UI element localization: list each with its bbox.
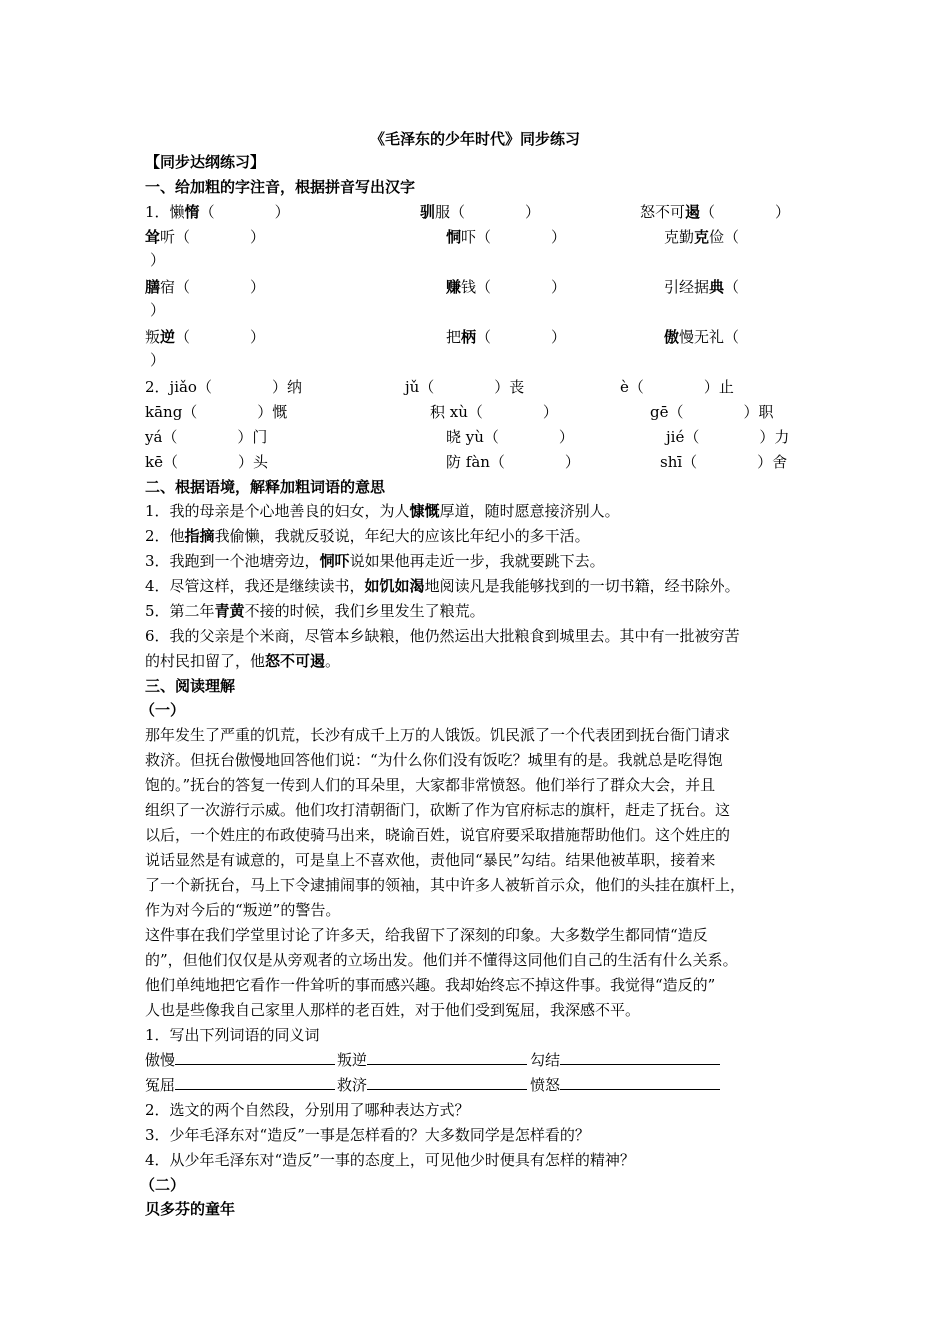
p1-r2-c3: 克勤克俭（ [664, 228, 740, 246]
question-3: 3．少年毛泽东对“造反”一事是怎样看的？大多数同学是怎样看的？ [145, 1126, 590, 1144]
section-label: 【同步达纲练习】 [145, 153, 266, 171]
synonym-jiuji: 救济 [337, 1075, 527, 1095]
pinyin-r3-c2: 晓 yù（ ） [446, 428, 574, 446]
p1-r2-close: ） [150, 251, 166, 269]
p1-r3-c1: 膳宿（ ） [145, 278, 266, 296]
passage1-line6: 说话显然是有诚意的，可是皇上不喜欢他，责他同“暴民”勾结。结果他被革职，接着来 [145, 851, 716, 869]
passage2-line1: 这件事在我们学堂里讨论了许多天，给我留下了深刻的印象。大多数学生都同情“造反 [145, 926, 708, 944]
p1-r2-c2: 恫吓（ ） [446, 228, 567, 246]
p2-item-1: 1．我的母亲是个心地善良的妇女，为人慷慨厚道，随时愿意接济别人。 [145, 502, 620, 520]
p1-r1-c1: 1．懒惰（ ） [145, 203, 290, 221]
pinyin-r3-c3: jié（ ）力 [666, 428, 790, 446]
p1-r4-close: ） [150, 351, 166, 369]
p1-r1-c2: 驯服（ ） [420, 203, 541, 221]
p1-r1-c3: 怒不可遏（ ） [640, 203, 791, 221]
pinyin-r4-c3: shī（ ）舍 [660, 453, 788, 471]
p2-item-2: 2．他指摘我偷懒，我就反驳说，年纪大的应该比年纪小的多干活。 [145, 527, 590, 545]
pinyin-r4-c1: kē（ ）头 [145, 453, 268, 471]
synonym-fennu: 愤怒 [530, 1075, 720, 1095]
pinyin-r1-c1: 2．jiǎo（ ）纳 [145, 378, 302, 396]
passage1-line3: 饱的。”抚台的答复一传到人们的耳朵里，大家都非常愤怒。他们举行了群众大会，并且 [145, 776, 716, 794]
document-title: 《毛泽东的少年时代》同步练习 [369, 130, 580, 148]
answer-blank[interactable] [367, 1075, 527, 1090]
p2-item-5: 5．第二年青黄不接的时候，我们乡里发生了粮荒。 [145, 602, 485, 620]
pinyin-r2-c2: 积 xù（ ） [430, 403, 558, 421]
answer-blank[interactable] [175, 1075, 335, 1090]
passage1-line8: 作为对今后的“叛逆”的警告。 [145, 901, 341, 919]
p2-item-4: 4．尽管这样，我还是继续读书，如饥如渴地阅读凡是我能够找到的一切书籍，经书除外。 [145, 577, 740, 595]
synonym-yuanqu: 冤屈 [145, 1075, 335, 1095]
synonym-aoman: 傲慢 [145, 1050, 335, 1070]
pinyin-r4-c2: 防 fàn（ ） [446, 453, 580, 471]
p1-r4-c3: 傲慢无礼（ [664, 328, 740, 346]
part2-heading: 二、根据语境，解释加粗词语的意思 [145, 478, 386, 496]
answer-blank[interactable] [560, 1050, 720, 1065]
synonym-goujie: 勾结 [530, 1050, 720, 1070]
pinyin-r1-c2: jǔ（ ）丧 [405, 378, 525, 396]
p1-r3-c2: 赚钱（ ） [446, 278, 567, 296]
answer-blank[interactable] [175, 1050, 335, 1065]
passage2-line4: 人也是些像我自己家里人那样的老百姓，对于他们受到冤屈，我深感不平。 [145, 1001, 641, 1019]
sub2-title: 贝多芬的童年 [145, 1200, 236, 1218]
part1-heading: 一、给加粗的字注音，根据拼音写出汉字 [145, 178, 416, 196]
p1-r3-c3: 引经据典（ [664, 278, 740, 296]
pinyin-r2-c3: gē（ ）职 [650, 403, 774, 421]
passage2-line2: 的”，但他们仅仅是从旁观者的立场出发。他们并不懂得这同他们自己的生活有什么关系。 [145, 951, 738, 969]
pinyin-r1-c3: è（ ）止 [620, 378, 734, 396]
passage1-line1: 那年发生了严重的饥荒，长沙有成千上万的人饿饭。饥民派了一个代表团到抚台衙门请求 [145, 726, 731, 744]
passage1-line5: 以后，一个姓庄的布政使骑马出来，晓谕百姓，说官府要采取措施帮助他们。这个姓庄的 [145, 826, 731, 844]
question-1: 1．写出下列词语的同义词 [145, 1026, 320, 1044]
p1-r4-c2: 把柄（ ） [446, 328, 567, 346]
answer-blank[interactable] [367, 1050, 527, 1065]
p2-item-6-line1: 6．我的父亲是个米商，尽管本乡缺粮，他仍然运出大批粮食到城里去。其中有一批被穷苦 [145, 627, 740, 645]
passage1-line2: 救济。但抚台傲慢地回答他们说：“为什么你们没有饭吃？城里有的是。我就总是吃得饱 [145, 751, 723, 769]
p2-item-6-line2: 的村民扣留了，他怒不可遏。 [145, 652, 341, 670]
p1-r2-c1: 耸听（ ） [145, 228, 266, 246]
passage1-line4: 组织了一次游行示威。他们攻打清朝衙门，砍断了作为官府标志的旗杆，赶走了抚台。这 [145, 801, 731, 819]
pinyin-r2-c1: kāng（ ）慨 [145, 403, 288, 421]
part3-sub1: （一） [140, 701, 186, 719]
p1-r4-c1: 叛逆（ ） [145, 328, 266, 346]
p2-item-3: 3．我跑到一个池塘旁边，恫吓说如果他再走近一步，我就要跳下去。 [145, 552, 605, 570]
passage1-line7: 了一个新抚台，马上下令逮捕闹事的领袖，其中许多人被斩首示众，他们的头挂在旗杆上， [145, 876, 746, 894]
part3-heading: 三、阅读理解 [145, 677, 236, 695]
synonym-panni: 叛逆 [337, 1050, 527, 1070]
part3-sub2: （二） [140, 1176, 186, 1194]
answer-blank[interactable] [560, 1075, 720, 1090]
question-4: 4．从少年毛泽东对“造反”一事的态度上，可见他少时便具有怎样的精神？ [145, 1151, 635, 1169]
pinyin-r3-c1: yá（ ）门 [145, 428, 268, 446]
question-2: 2．选文的两个自然段，分别用了哪种表达方式？ [145, 1101, 470, 1119]
passage2-line3: 他们单纯地把它看作一件耸听的事而感兴趣。我却始终忘不掉这件事。我觉得“造反的” [145, 976, 716, 994]
p1-r3-close: ） [150, 301, 166, 319]
